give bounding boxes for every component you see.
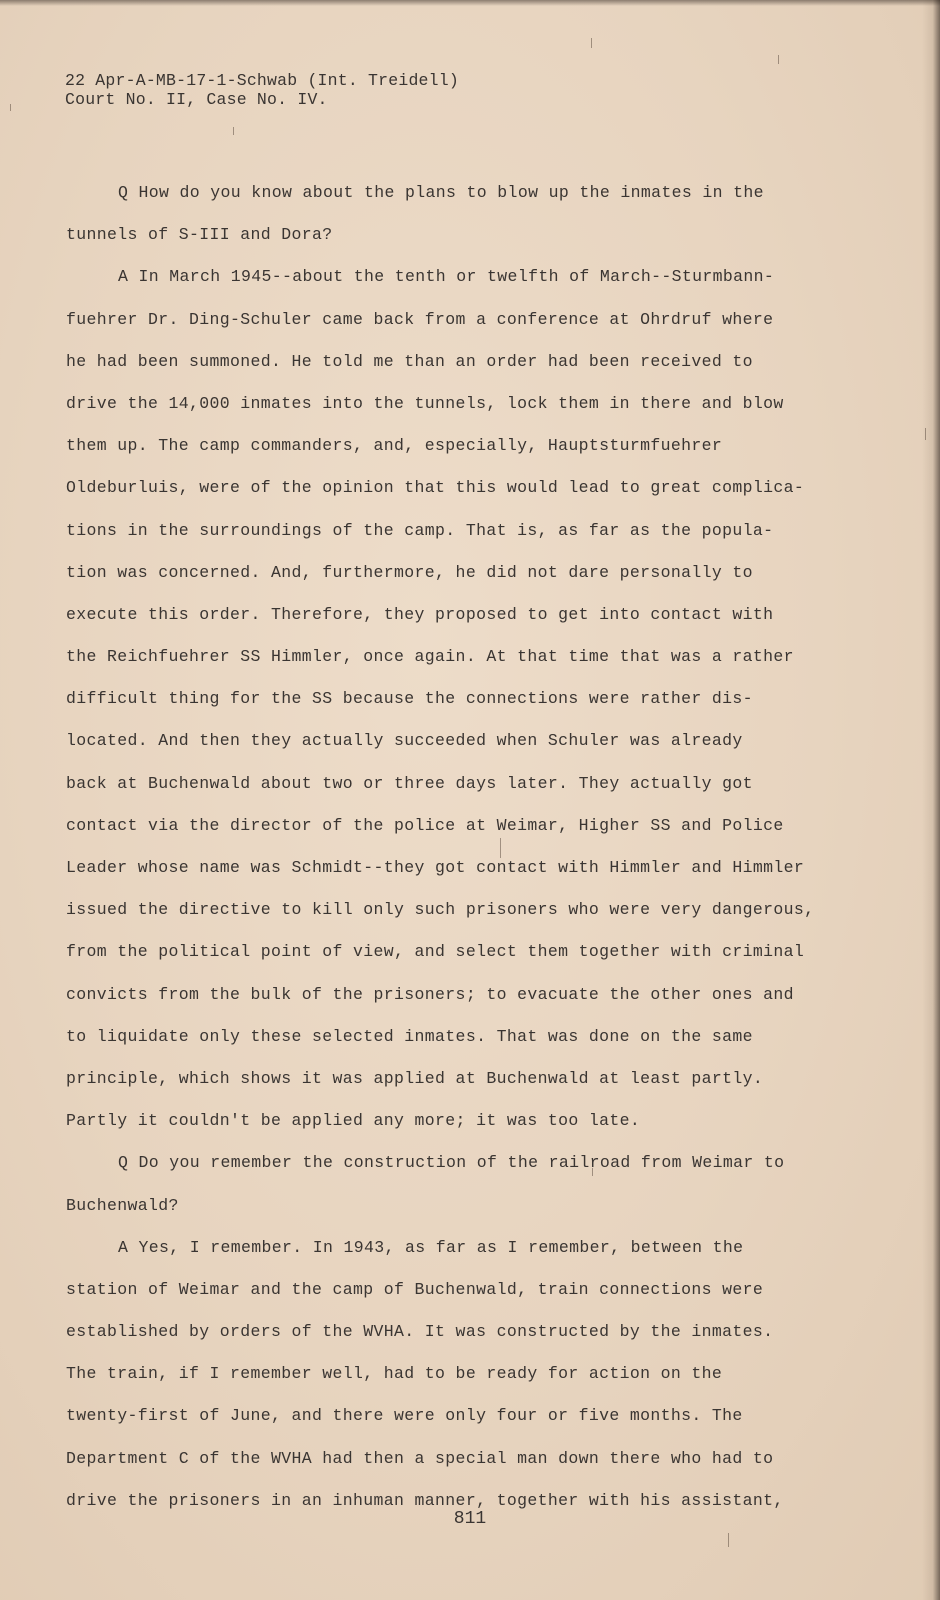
transcript-line: Leader whose name was Schmidt--they got contact with Himmler and Himmler bbox=[66, 858, 805, 877]
transcript-line: them up. The camp commanders, and, especially, Hauptsturmfuehrer bbox=[66, 436, 723, 456]
transcript-line: issued the directive to kill only such prisoners who were very dangerous, bbox=[66, 900, 815, 920]
transcript-line: located. And then they actually succeeded when Schuler was already bbox=[66, 731, 743, 751]
transcript-line: twenty-first of June, and there were only four or five months. The bbox=[66, 1406, 743, 1426]
transcript-line: Q How do you know about the plans to blow up the inmates in the bbox=[118, 183, 764, 202]
transcript-line: drive the 14,000 inmates into the tunnels, lock them in there and blow bbox=[66, 393, 784, 413]
transcript-line: contact via the director of the police at Weimar, Higher SS and Police bbox=[66, 815, 784, 835]
transcript-line: tions in the surroundings of the camp. That is, as far as the popula- bbox=[66, 520, 774, 540]
transcript-line: principle, which shows it was applied at Buchenwald at least partly. bbox=[66, 1068, 764, 1088]
transcript-line: from the political point of view, and select them together with criminal bbox=[66, 942, 805, 962]
header-court-case: Court No. II, Case No. IV. bbox=[65, 90, 328, 109]
transcript-line: fuehrer Dr. Ding-Schuler came back from a conference at Ohrdruf where bbox=[66, 309, 774, 329]
transcript-line: station of Weimar and the camp of Buchenwald, train connections were bbox=[66, 1279, 764, 1299]
paper-speck bbox=[233, 127, 234, 135]
paper-speck bbox=[10, 104, 11, 111]
document-header bbox=[65, 71, 459, 109]
paper-speck bbox=[778, 55, 779, 64]
page-number: 811 bbox=[453, 1509, 487, 1529]
transcript-line: Buchenwald? bbox=[66, 1195, 179, 1215]
transcript-line: Oldeburluis, were of the opinion that this would lead to great complica- bbox=[66, 478, 805, 498]
transcript-line: A In March 1945--about the tenth or twelfth of March--Sturmbann- bbox=[118, 267, 775, 287]
transcript-line: tion was concerned. And, furthermore, he did not dare personally to bbox=[66, 562, 753, 582]
paper-speck bbox=[925, 428, 926, 440]
transcript-line: The train, if I remember well, had to be ready for action on the bbox=[66, 1364, 723, 1384]
transcript-line: drive the prisoners in an inhuman manner, together with his assistant, bbox=[66, 1490, 784, 1510]
transcript-line: Partly it couldn't be applied any more; it was too late. bbox=[66, 1111, 641, 1131]
transcript-line: he had been summoned. He told me than an order had been received to bbox=[66, 351, 753, 371]
transcript-line: execute this order. Therefore, they proposed to get into contact with bbox=[66, 604, 774, 624]
transcript-line: convicts from the bulk of the prisoners; to evacuate the other ones and bbox=[66, 984, 794, 1004]
transcript-line: difficult thing for the SS because the connections were rather dis- bbox=[66, 689, 753, 709]
page-top-edge bbox=[0, 0, 940, 6]
paper-speck bbox=[728, 1533, 729, 1547]
header-case-reference: 22 Apr-A-MB-17-1-Schwab (Int. Treidell) bbox=[65, 71, 459, 90]
transcript-line: the Reichfuehrer SS Himmler, once again. At that time that was a rather bbox=[66, 647, 794, 667]
transcript-line: Department C of the WVHA had then a special man down there who had to bbox=[66, 1448, 774, 1468]
transcript-line: Q Do you remember the construction of the railroad from Weimar to bbox=[118, 1153, 785, 1173]
paper-speck bbox=[592, 1168, 593, 1176]
transcript-line: tunnels of S-III and Dora? bbox=[66, 225, 333, 245]
transcript-line: to liquidate only these selected inmates. That was done on the same bbox=[66, 1026, 753, 1046]
page-right-edge bbox=[922, 0, 940, 1600]
transcript-line: established by orders of the WVHA. It was constructed by the inmates. bbox=[66, 1322, 774, 1342]
transcript-line: A Yes, I remember. In 1943, as far as I remember, between the bbox=[118, 1237, 744, 1257]
paper-speck bbox=[500, 838, 501, 858]
paper-speck bbox=[591, 38, 592, 48]
transcript-body bbox=[66, 172, 856, 1522]
transcript-line: back at Buchenwald about two or three days later. They actually got bbox=[66, 773, 753, 793]
